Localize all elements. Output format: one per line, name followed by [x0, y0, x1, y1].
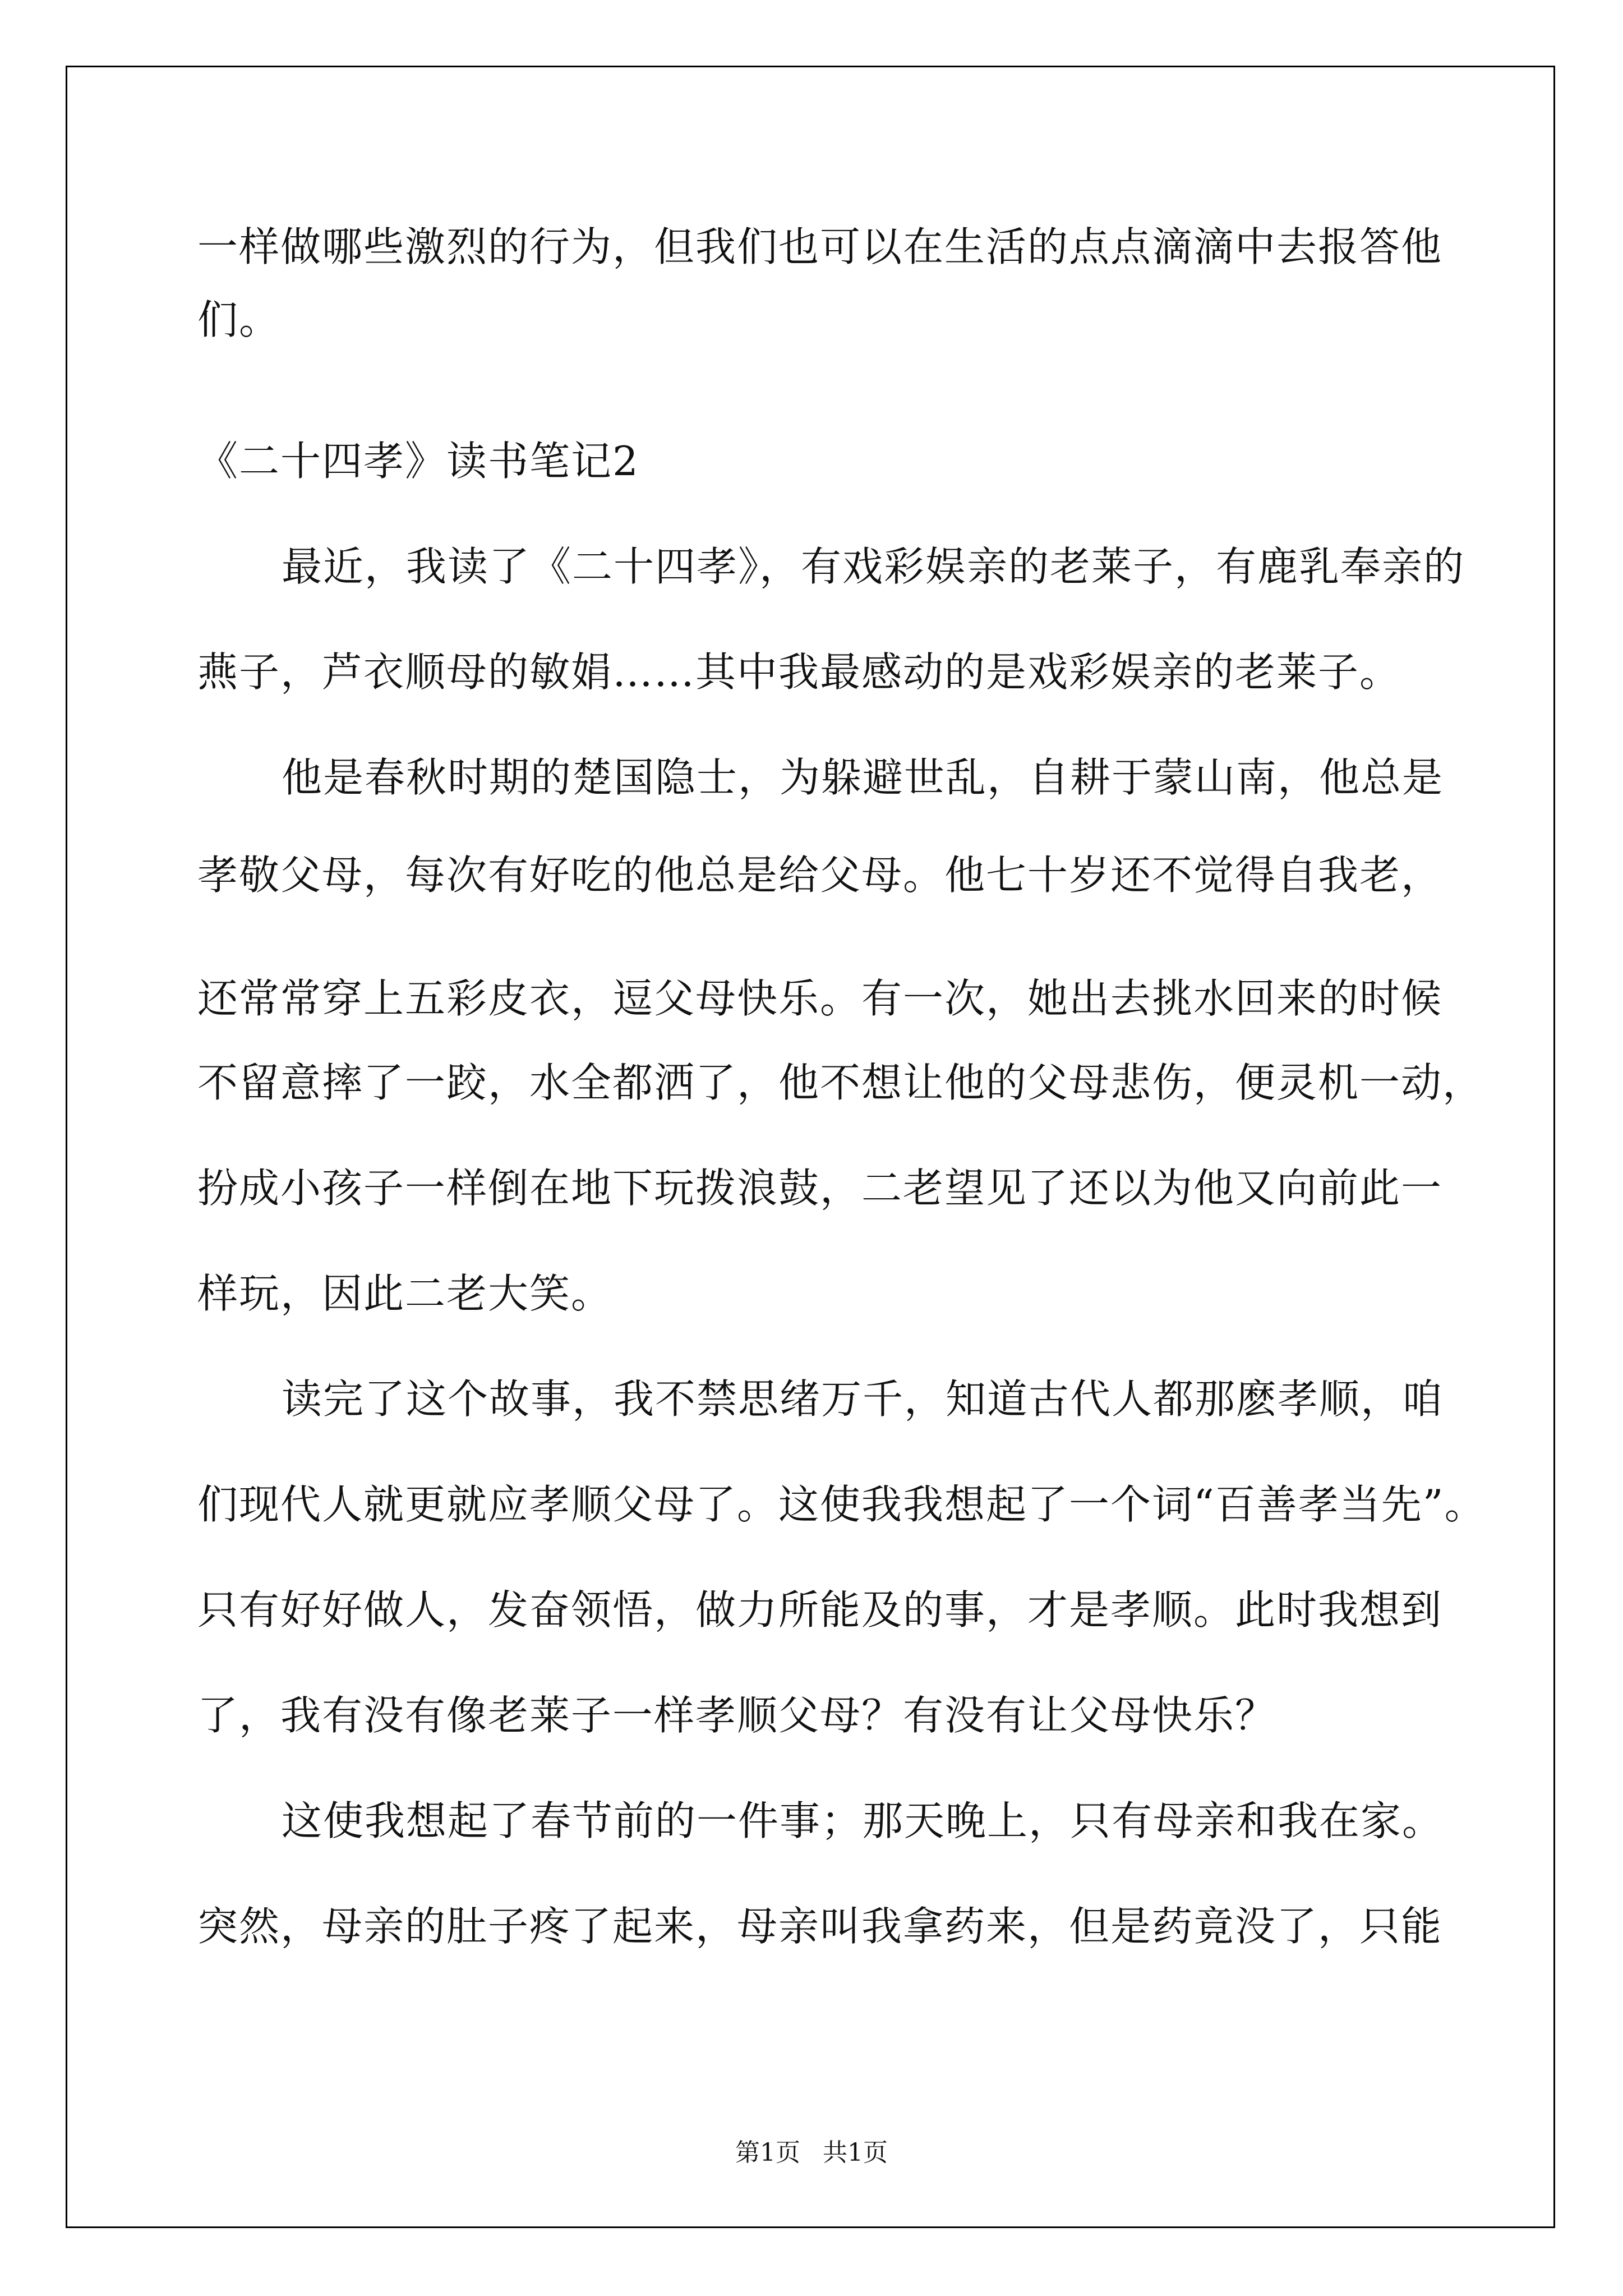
- text-line: 只有好好做人，发奋领悟，做力所能及的事，才是孝顺。此时我想到: [197, 1586, 1443, 1634]
- text-line: 不留意摔了一跤，水全都洒了，他不想让他的父母悲伤，便灵机一动，: [197, 1059, 1484, 1106]
- text-line: 一样做哪些激烈的行为，但我们也可以在生活的点点滴滴中去报答他: [197, 223, 1443, 270]
- text-line: 读完了这个故事，我不禁思绪万千，知道古代人都那麽孝顺，咱: [282, 1375, 1444, 1423]
- text-line: 这使我想起了春节前的一件事；那天晚上，只有母亲和我在家。: [282, 1797, 1444, 1844]
- text-line: 他是春秋时期的楚国隐士，为躲避世乱，自耕于蒙山南，他总是: [282, 754, 1444, 801]
- text-line: 突然，母亲的肚子疼了起来，母亲叫我拿药来，但是药竟没了，只能: [197, 1903, 1443, 1950]
- page-number-total: 共1页: [823, 2138, 888, 2167]
- text-line: 们现代人就更就应孝顺父母了。这使我我想起了一个词“百善孝当先”。: [197, 1481, 1486, 1528]
- text-line: 燕子，芦衣顺母的敏娟……其中我最感动的是戏彩娱亲的老莱子。: [197, 648, 1401, 696]
- section-heading: 《二十四孝》读书笔记2: [197, 438, 639, 485]
- text-line: 孝敬父母，每次有好吃的他总是给父母。他七十岁还不觉得自我老，: [197, 852, 1443, 899]
- text-line: 了，我有没有像老莱子一样孝顺父母？有没有让父母快乐？: [197, 1692, 1277, 1739]
- text-line: 样玩，因此二老大笑。: [197, 1270, 613, 1317]
- text-line: 们。: [197, 296, 281, 343]
- text-line: 还常常穿上五彩皮衣，逗父母快乐。有一次，她出去挑水回来的时候: [197, 975, 1443, 1022]
- text-line: 最近，我读了《二十四孝》，有戏彩娱亲的老莱子，有鹿乳奉亲的: [282, 543, 1465, 590]
- page-number-current: 第1页: [735, 2138, 800, 2167]
- text-line: 扮成小孩子一样倒在地下玩拨浪鼓，二老望见了还以为他又向前此一: [197, 1165, 1443, 1212]
- page-footer: [0, 2136, 1623, 2170]
